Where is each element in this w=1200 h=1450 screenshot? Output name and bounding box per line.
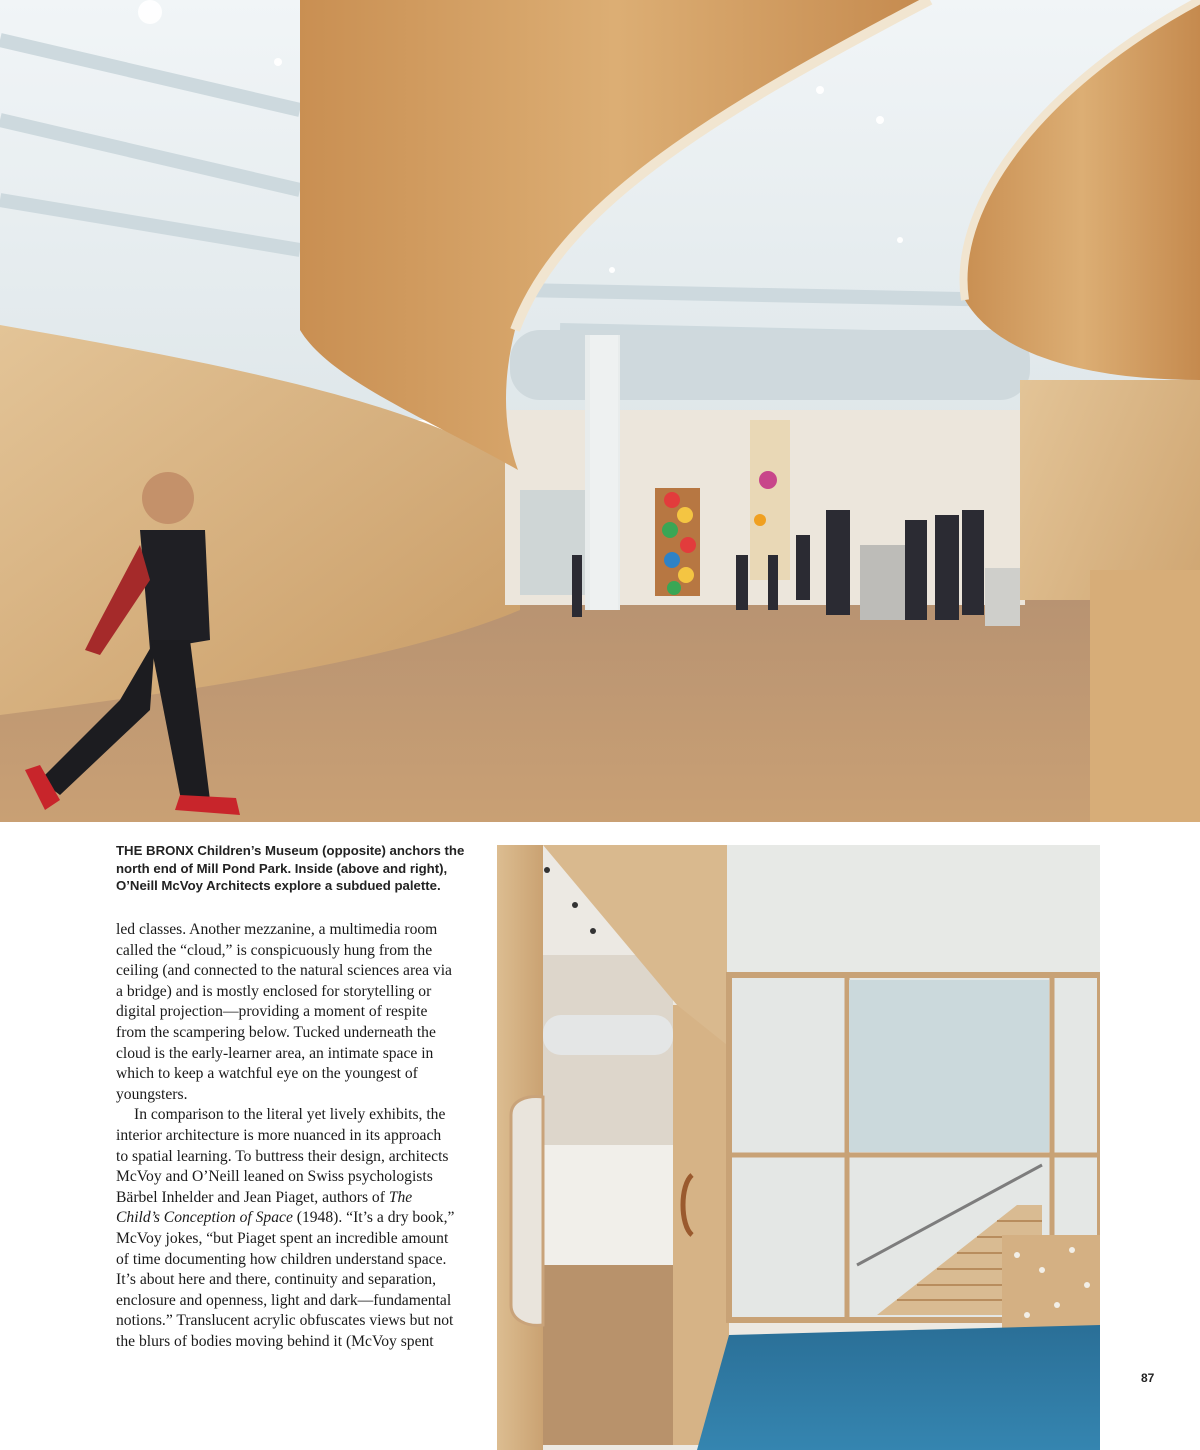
paragraph-1 [116, 920, 488, 1105]
text-line: from the scampering below. Tucked underneath the [116, 1023, 436, 1041]
photo-caption [116, 842, 486, 895]
text-segment: (1948). “It’s a dry book,” [292, 1209, 455, 1227]
text-line: youngsters. [116, 1085, 188, 1103]
early-learner-illustration [497, 845, 1100, 1450]
text-line: McVoy and O’Neill leaned on Swiss psychologists [116, 1168, 433, 1186]
early-learner-area-photo [497, 845, 1100, 1450]
paragraph-2 [116, 1105, 488, 1352]
text-segment: Bärbel Inhelder and Jean Piaget, authors of [116, 1188, 389, 1206]
caption-lead: THE BRONX [116, 843, 194, 858]
text-line: called the “cloud,” is conspicuously hung from the [116, 941, 433, 959]
text-line [116, 1188, 488, 1209]
book-title-part: The [388, 1188, 413, 1206]
text-line: interior architecture is more nuanced in its approach [116, 1126, 442, 1144]
article-body [116, 920, 488, 1352]
text-line: It’s about here and there, continuity and separation, [116, 1271, 436, 1289]
text-line: digital projection—providing a moment of respite [116, 1003, 428, 1021]
book-title-part: Child’s Conception of Space [116, 1209, 293, 1227]
text-line: notions.” Translucent acrylic obfuscates views but not [116, 1312, 454, 1330]
text-line: which to keep a watchful eye on the youngest of [116, 1065, 418, 1083]
text-line: a bridge) and is mostly enclosed for storytelling or [116, 982, 432, 1000]
text-line: led classes. Another mezzanine, a multimedia room [116, 921, 438, 938]
page-number: 87 [1141, 1371, 1155, 1385]
text-line [116, 1208, 488, 1229]
text-line: of time documenting how children understand space. [116, 1250, 447, 1268]
text-line: McVoy jokes, “but Piaget spent an incredible amount [116, 1229, 449, 1247]
text-line: to spatial learning. To buttress their design, architects [116, 1147, 449, 1165]
text-line: cloud is the early-learner area, an intimate space in [116, 1044, 434, 1062]
text-line: the blurs of bodies moving behind it (McVoy spent [116, 1332, 434, 1350]
caption-text: Children’s Museum (opposite) anchors the north end of Mill Pond Park. Inside (above and right), O’Neill McVoy Architects explore a subdued palette. [116, 843, 465, 893]
text-line: In comparison to the literal yet lively exhibits, the [134, 1106, 446, 1124]
text-line: ceiling (and connected to the natural sciences area via [116, 962, 452, 980]
text-line: enclosure and openness, light and dark—fundamental [116, 1291, 452, 1309]
